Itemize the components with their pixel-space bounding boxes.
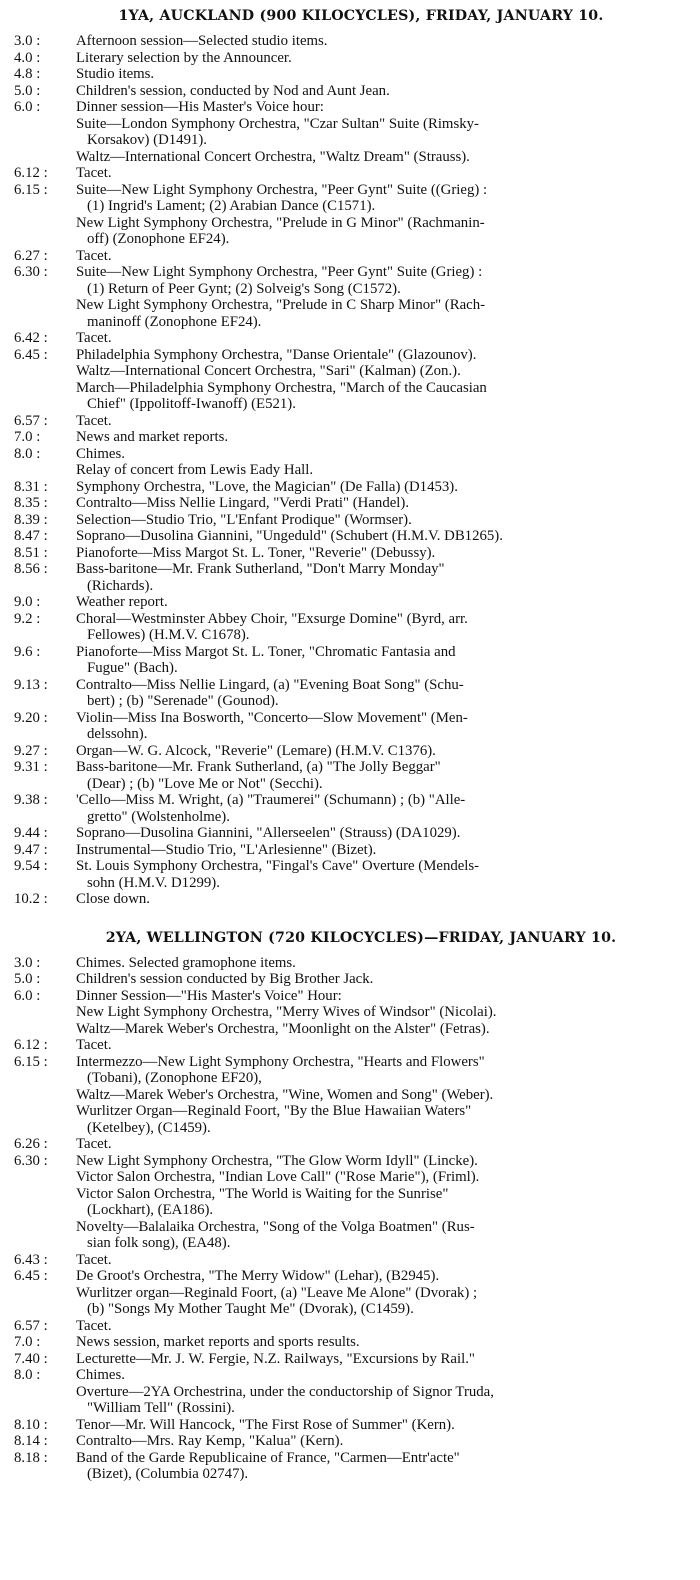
entry-time: 8.18 : — [14, 1449, 48, 1466]
entry-text-line: Close down. — [76, 891, 150, 907]
entry-description — [76, 1334, 690, 1351]
entry-time: 9.0 : — [14, 594, 41, 610]
entry-description — [76, 759, 690, 792]
entry-text-line: Contralto—Mrs. Ray Kemp, "Kalua" (Kern). — [76, 1433, 344, 1449]
programme-entry — [14, 165, 690, 182]
entry-time: 6.27 : — [14, 247, 48, 264]
entry-description — [76, 1450, 690, 1483]
programme-entry — [14, 66, 690, 83]
entry-text-line: Symphony Orchestra, "Love, the Magician" (De Falla) (D1453). — [76, 478, 458, 495]
entry-text-line: Lecturette—Mr. J. W. Fergie, N.Z. Railways, "Excursions by Rail." — [76, 1350, 475, 1367]
entry-description — [76, 1367, 690, 1417]
entry-text-line: sian folk song), (EA48). — [87, 1235, 231, 1251]
entry-time: 6.15 : — [14, 181, 48, 198]
entry-text-line: New Light Symphony Orchestra, "Prelude in C Sharp Minor" (Rach- — [76, 297, 486, 313]
entry-description — [76, 677, 690, 710]
entry-time: 8.39 : — [14, 511, 48, 528]
section-heading-1ya: 1YA, AUCKLAND (900 KILOCYCLES), FRIDAY, JANUARY 10. — [118, 8, 604, 24]
programme-entry — [14, 677, 690, 710]
entry-time: 9.20 : — [14, 709, 48, 726]
programme-entry — [14, 479, 690, 496]
entry-text-line: Fellowes) (H.M.V. C1678). — [87, 627, 250, 643]
programme-entry — [14, 842, 690, 859]
programme-entry — [14, 429, 690, 446]
entry-text-line: Chimes. — [76, 1367, 125, 1383]
section-heading-2ya: 2YA, WELLINGTON (720 KILOCYCLES)—FRIDAY, JANUARY 10. — [105, 929, 617, 946]
entry-text-line: New Light Symphony Orchestra, "The Glow Worm Idyll" (Lincke). — [76, 1152, 478, 1169]
entry-text-line: Tacet. — [76, 1317, 112, 1334]
entry-time: 9.2 : — [14, 610, 41, 627]
entry-description — [76, 1351, 690, 1368]
entry-time: 6.43 : — [14, 1251, 48, 1268]
entry-description — [76, 1054, 690, 1137]
entry-description — [76, 594, 690, 611]
entry-text-line: Children's session conducted by Big Brother Jack. — [76, 971, 374, 987]
entry-text-line: Suite—New Light Symphony Orchestra, "Peer Gynt" Suite (Grieg) : — [76, 264, 483, 280]
entry-description — [76, 955, 690, 972]
entry-description — [76, 446, 690, 479]
entry-text-line: (Ketelbey), (C1459). — [87, 1119, 211, 1136]
entry-text-line: Tacet. — [76, 1037, 112, 1053]
entry-time: 9.13 : — [14, 676, 48, 693]
entry-text-line: Tacet. — [76, 330, 112, 346]
entry-time: 4.0 : — [14, 49, 41, 66]
entry-text-line: off) (Zonophone EF24). — [87, 231, 230, 247]
entry-description — [76, 413, 690, 430]
entry-text-line: Tacet. — [76, 247, 112, 264]
programme-entry — [14, 759, 690, 792]
entry-text-line: Dinner session—His Master's Voice hour: — [76, 99, 324, 115]
programme-entry — [14, 988, 690, 1038]
entry-description — [76, 545, 690, 562]
entry-description — [76, 611, 690, 644]
entry-text-line: Overture—2YA Orchestrina, under the conductorship of Signor Truda, — [76, 1383, 494, 1400]
entry-description — [76, 743, 690, 760]
programme-entry — [14, 1450, 690, 1483]
entry-description — [76, 891, 690, 908]
entry-time: 6.12 : — [14, 165, 48, 181]
programme-entry — [14, 264, 690, 330]
entry-text-line: Dinner Session—"His Master's Voice" Hour: — [76, 987, 342, 1004]
programme-entry — [14, 330, 690, 347]
entry-description — [76, 165, 690, 182]
entry-text-line: Bass-baritone—Mr. Frank Sutherland, (a) "The Jolly Beggar" — [76, 759, 441, 775]
entry-text-line: Tenor—Mr. Will Hancock, "The First Rose of Summer" (Kern). — [76, 1416, 455, 1433]
entry-description — [76, 99, 690, 165]
entry-time: 9.38 : — [14, 792, 48, 808]
entry-description — [76, 1417, 690, 1434]
entry-time: 8.51 : — [14, 544, 48, 561]
entry-text-line: Chief" (Ippolitoff-Iwanoff) (E521). — [87, 396, 296, 412]
entry-description — [76, 825, 690, 842]
entry-text-line: Studio items. — [76, 66, 155, 82]
entry-text-line: Wurlitzer organ—Reginald Foort, (a) "Leave Me Alone" (Dvorak) ; — [76, 1284, 478, 1301]
entry-time: 6.0 : — [14, 99, 41, 115]
entry-description — [76, 971, 690, 988]
entry-description — [76, 644, 690, 677]
entry-time: 6.57 : — [14, 1317, 48, 1334]
entry-time: 9.54 : — [14, 858, 48, 874]
programme-entry — [14, 33, 690, 50]
entry-time: 6.30 : — [14, 264, 48, 280]
entry-text-line: Selection—Studio Trio, "L'Enfant Prodique" (Wormser). — [76, 511, 412, 528]
entry-description — [76, 495, 690, 512]
entry-description — [76, 1252, 690, 1269]
entry-time: 7.0 : — [14, 1334, 41, 1350]
entry-text-line: Intermezzo—New Light Symphony Orchestra, "Hearts and Flowers" — [76, 1053, 485, 1070]
entry-description — [76, 528, 690, 545]
programme-list-2ya — [14, 955, 690, 1483]
entry-text-line: (b) "Songs My Mother Taught Me" (Dvorak), (C1459). — [87, 1301, 414, 1317]
entry-text-line: Band of the Garde Republicaine of France, "Carmen—Entr'acte" — [76, 1449, 460, 1466]
entry-text-line: bert) ; (b) "Serenade" (Gounod). — [87, 693, 279, 709]
entry-text-line: Chimes. — [76, 445, 125, 462]
entry-text-line: (Dear) ; (b) "Love Me or Not" (Secchi). — [87, 775, 323, 792]
entry-time: 6.26 : — [14, 1136, 48, 1152]
entry-time: 6.42 : — [14, 330, 48, 346]
entry-text-line: New Light Symphony Orchestra, "Prelude in G Minor" (Rachmanin- — [76, 214, 485, 231]
entry-time: 6.45 : — [14, 1268, 48, 1284]
entry-text-line: Suite—New Light Symphony Orchestra, "Peer Gynt" Suite ((Grieg) : — [76, 181, 488, 198]
programme-entry — [14, 891, 690, 908]
programme-entry — [14, 50, 690, 67]
entry-text-line: gretto" (Wolstenholme). — [87, 808, 230, 825]
entry-text-line: New Light Symphony Orchestra, "Merry Wives of Windsor" (Nicolai). — [76, 1004, 497, 1020]
entry-text-line: Weather report. — [76, 594, 168, 610]
programme-entry — [14, 347, 690, 413]
programme-entry — [14, 1367, 690, 1417]
entry-description — [76, 264, 690, 330]
programme-entry — [14, 446, 690, 479]
programme-entry — [14, 512, 690, 529]
programme-entry — [14, 561, 690, 594]
entry-time: 8.10 : — [14, 1416, 48, 1433]
entry-description — [76, 66, 690, 83]
entry-time: 10.2 : — [14, 891, 48, 907]
entry-text-line: Contralto—Miss Nellie Lingard, "Verdi Prati" (Handel). — [76, 495, 410, 511]
entry-description — [76, 561, 690, 594]
entry-text-line: Violin—Miss Ina Bosworth, "Concerto—Slow Movement" (Men- — [76, 709, 468, 726]
entry-description — [76, 1433, 690, 1450]
entry-time: 8.0 : — [14, 445, 41, 462]
entry-text-line: De Groot's Orchestra, "The Merry Widow" (Lehar), (B2945). — [76, 1268, 440, 1284]
entry-time: 6.30 : — [14, 1152, 48, 1169]
entry-description — [76, 842, 690, 859]
programme-entry — [14, 644, 690, 677]
entry-description — [76, 330, 690, 347]
entry-description — [76, 1153, 690, 1252]
entry-text-line: Soprano—Dusolina Giannini, "Ungeduld" (Schubert (H.M.V. DB1265). — [76, 528, 503, 544]
entry-description — [76, 182, 690, 248]
programme-entry — [14, 1037, 690, 1054]
entry-description — [76, 1136, 690, 1153]
entry-time: 4.8 : — [14, 66, 41, 82]
programme-entry — [14, 825, 690, 842]
programme-entry — [14, 1417, 690, 1434]
programme-entry — [14, 83, 690, 100]
programme-entry — [14, 611, 690, 644]
entry-text-line: Waltz—Marek Weber's Orchestra, "Wine, Women and Song" (Weber). — [76, 1086, 494, 1103]
entry-text-line: Choral—Westminster Abbey Choir, "Exsurge Domine" (Byrd, arr. — [76, 610, 468, 627]
entry-text-line: Waltz—International Concert Orchestra, "Sari" (Kalman) (Zon.). — [76, 363, 461, 379]
entry-time: 3.0 : — [14, 33, 41, 49]
entry-time: 9.31 : — [14, 759, 48, 775]
entry-time: 5.0 : — [14, 971, 41, 987]
entry-text-line: Victor Salon Orchestra, "Indian Love Call" ("Rose Marie"), (Friml). — [76, 1169, 480, 1185]
entry-text-line: News and market reports. — [76, 429, 229, 445]
entry-description — [76, 988, 690, 1038]
entry-text-line: Novelty—Balalaika Orchestra, "Song of the Volga Boatmen" (Rus- — [76, 1218, 475, 1235]
programme-entry — [14, 99, 690, 165]
entry-text-line: (Bizet), (Columbia 02747). — [87, 1466, 249, 1482]
entry-time: 7.40 : — [14, 1350, 48, 1367]
entry-description — [76, 50, 690, 67]
entry-time: 8.31 : — [14, 478, 48, 495]
entry-description — [76, 479, 690, 496]
entry-text-line: Victor Salon Orchestra, "The World is Waiting for the Sunrise" — [76, 1185, 449, 1202]
programme-entry — [14, 1351, 690, 1368]
entry-text-line: Relay of concert from Lewis Eady Hall. — [76, 462, 314, 478]
entry-text-line: Suite—London Symphony Orchestra, "Czar Sultan" Suite (Rimsky- — [76, 115, 479, 132]
entry-description — [76, 248, 690, 265]
entry-description — [76, 858, 690, 891]
entry-text-line: delssohn). — [87, 726, 148, 742]
entry-text-line: Tacet. — [76, 165, 112, 181]
entry-text-line: "William Tell" (Rossini). — [87, 1400, 235, 1416]
entry-text-line: Bass-baritone—Mr. Frank Sutherland, "Don't Marry Monday" — [76, 561, 445, 577]
entry-text-line: St. Louis Symphony Orchestra, "Fingal's Cave" Overture (Mendels- — [76, 858, 480, 874]
entry-time: 9.6 : — [14, 643, 41, 660]
entry-time: 9.47 : — [14, 841, 48, 858]
entry-time: 6.45 : — [14, 346, 48, 363]
entry-text-line: March—Philadelphia Symphony Orchestra, "March of the Caucasian — [76, 379, 487, 396]
programme-entry — [14, 248, 690, 265]
programme-entry — [14, 955, 690, 972]
entry-description — [76, 83, 690, 100]
entry-text-line: (1) Ingrid's Lament; (2) Arabian Dance (C1571). — [87, 198, 376, 214]
programme-entry — [14, 1054, 690, 1137]
entry-text-line: Tacet. — [76, 1251, 112, 1268]
programme-entry — [14, 743, 690, 760]
programme-entry — [14, 413, 690, 430]
entry-text-line: Chimes. Selected gramophone items. — [76, 954, 296, 971]
entry-text-line: Pianoforte—Miss Margot St. L. Toner, "Reverie" (Debussy). — [76, 544, 436, 561]
entry-text-line: Literary selection by the Announcer. — [76, 49, 292, 66]
entry-description — [76, 792, 690, 825]
entry-text-line: maninoff (Zonophone EF24). — [87, 313, 262, 330]
entry-time: 6.57 : — [14, 412, 48, 429]
entry-text-line: Wurlitzer Organ—Reginald Foort, "By the Blue Hawaiian Waters" — [76, 1103, 472, 1119]
entry-description — [76, 710, 690, 743]
entry-time: 8.0 : — [14, 1367, 41, 1383]
programme-entry — [14, 1252, 690, 1269]
entry-text-line: (Lockhart), (EA186). — [87, 1202, 214, 1218]
entry-text-line: (1) Return of Peer Gynt; (2) Solveig's Song (C1572). — [87, 280, 401, 297]
programme-entry — [14, 1318, 690, 1335]
programme-entry — [14, 971, 690, 988]
entry-text-line: Instrumental—Studio Trio, "L'Arlesienne" (Bizet). — [76, 841, 377, 858]
entry-text-line: Children's session, conducted by Nod and Aunt Jean. — [76, 82, 390, 99]
programme-entry — [14, 1136, 690, 1153]
entry-description — [76, 33, 690, 50]
entry-time: 6.0 : — [14, 987, 41, 1004]
entry-text-line: Philadelphia Symphony Orchestra, "Danse Orientale" (Glazounov). — [76, 346, 477, 363]
entry-description — [76, 429, 690, 446]
entry-description — [76, 347, 690, 413]
entry-text-line: News session, market reports and sports results. — [76, 1334, 360, 1350]
programme-entry — [14, 594, 690, 611]
entry-time: 5.0 : — [14, 82, 41, 99]
programme-entry — [14, 1334, 690, 1351]
entry-text-line: Soprano—Dusolina Giannini, "Allerseelen" (Strauss) (DA1029). — [76, 825, 461, 841]
entry-text-line: Contralto—Miss Nellie Lingard, (a) "Evening Boat Song" (Schu- — [76, 676, 464, 693]
entry-text-line: (Richards). — [87, 577, 154, 594]
entry-text-line: sohn (H.M.V. D1299). — [87, 874, 220, 891]
entry-text-line: Pianoforte—Miss Margot St. L. Toner, "Chromatic Fantasia and — [76, 643, 456, 660]
entry-text-line: Tacet. — [76, 412, 112, 429]
programme-entry — [14, 495, 690, 512]
programme-entry — [14, 182, 690, 248]
entry-description — [76, 512, 690, 529]
entry-description — [76, 1037, 690, 1054]
entry-description — [76, 1318, 690, 1335]
entry-text-line: Tacet. — [76, 1136, 112, 1152]
entry-text-line: Organ—W. G. Alcock, "Reverie" (Lemare) (H.M.V. C1376). — [76, 742, 436, 759]
entry-text-line: Waltz—International Concert Orchestra, "Waltz Dream" (Strauss). — [76, 148, 470, 165]
entry-time: 7.0 : — [14, 429, 41, 445]
entry-time: 8.56 : — [14, 561, 48, 577]
programme-entry — [14, 1268, 690, 1318]
entry-text-line: Korsakov) (D1491). — [87, 132, 207, 148]
programme-entry — [14, 1153, 690, 1252]
entry-time: 8.47 : — [14, 528, 48, 544]
programme-entry — [14, 792, 690, 825]
entry-time: 9.27 : — [14, 742, 48, 759]
entry-time: 6.15 : — [14, 1053, 48, 1070]
programme-entry — [14, 858, 690, 891]
entry-description — [76, 1268, 690, 1318]
entry-time: 8.14 : — [14, 1433, 48, 1449]
entry-time: 9.44 : — [14, 825, 48, 841]
programme-list-1ya — [14, 33, 690, 908]
entry-text-line: Afternoon session—Selected studio items. — [76, 33, 328, 49]
programme-entry — [14, 528, 690, 545]
programme-entry — [14, 545, 690, 562]
entry-text-line: (Tobani), (Zonophone EF20), — [87, 1070, 262, 1086]
programme-entry — [14, 710, 690, 743]
entry-text-line: Waltz—Marek Weber's Orchestra, "Moonlight on the Alster" (Fetras). — [76, 1020, 490, 1037]
entry-text-line: Fugue" (Bach). — [87, 660, 178, 676]
programme-entry — [14, 1433, 690, 1450]
entry-time: 3.0 : — [14, 954, 41, 971]
entry-text-line: 'Cello—Miss M. Wright, (a) "Traumerei" (Schumann) ; (b) "Alle- — [76, 792, 466, 808]
entry-time: 8.35 : — [14, 495, 48, 511]
entry-time: 6.12 : — [14, 1037, 48, 1053]
